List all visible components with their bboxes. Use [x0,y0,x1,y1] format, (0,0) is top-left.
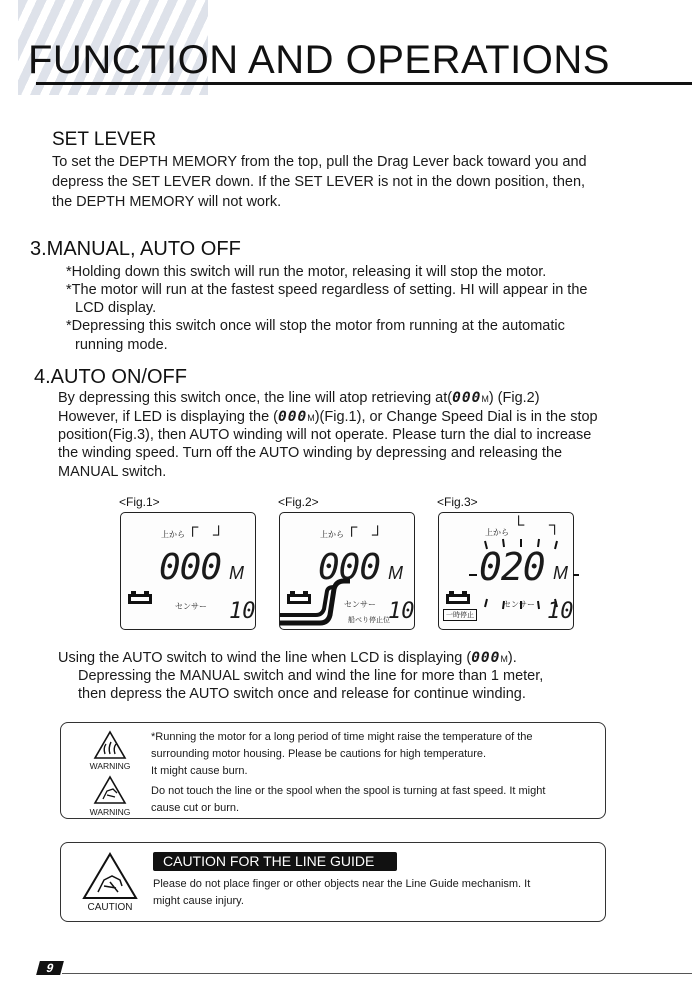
title-rule [36,82,692,85]
lcd-speed-digits: 10 [229,599,256,624]
battery-icon [445,591,471,605]
lcd-inline-digits: 000 [471,650,501,666]
caution-text-2: might cause injury. [153,895,244,907]
auto-heading: 4.AUTO ON/OFF [34,366,187,388]
auto-line-2-text-b: )(Fig.1), or Change Speed Dial is in the stop [314,409,598,425]
lcd-inline-digits: 000 [452,390,482,406]
page-title: FUNCTION AND OPERATIONS [28,38,610,82]
fig1-label: <Fig.1> [119,495,160,509]
lcd-depth-digits: 000 [159,547,222,588]
lcd-depth-digits: 000 [318,547,381,588]
auto-line-2-text-a: However, if LED is displaying the ( [58,409,279,425]
hand-injury-warning-icon [93,775,127,805]
manual-heading: 3.MANUAL, AUTO OFF [30,238,241,260]
manual-line-2: *The motor will run at the fastest speed regardless of setting. HI will appear in the [66,282,588,298]
using-line-3: then depress the AUTO switch once and release for continue winding. [78,686,526,702]
warning-caption-1: WARNING [89,761,131,771]
lcd-sensor-label: センサー [503,600,535,609]
lcd-depth-unit: M [229,563,244,583]
warning-text-2: surrounding motor housing. Please be cautions for high temperature. [151,748,487,760]
lcd-bracket-right: ┘ [372,527,384,544]
lcd-depth-digits: 020 [479,545,545,589]
caution-finger-icon [82,852,138,900]
hot-surface-warning-icon [93,730,127,760]
auto-line-4: the winding speed. Turn off the AUTO winding by depressing and releasing the [58,445,563,461]
auto-line-1-text-a: By depressing this switch once, the line will atop retrieving at( [58,390,453,406]
warning-caption-2: WARNING [89,807,131,817]
lcd-inline-unit: M [500,654,508,664]
lcd-from-top-label: 上から [161,530,185,539]
caution-title: CAUTION FOR THE LINE GUIDE [153,852,397,871]
lcd-depth-unit: M [553,563,568,583]
set-lever-line-1: To set the DEPTH MEMORY from the top, pull the Drag Lever back toward you and [52,154,587,170]
lcd-inline-digits: 000 [278,409,308,425]
set-lever-line-2: depress the SET LEVER down. If the SET LEVER is not in the down position, then, [52,174,586,190]
page-number: 9 [36,961,64,975]
lcd-bracket-right: ┐ [549,517,561,534]
set-lever-heading: SET LEVER [52,129,157,150]
lcd-display-fig1 [120,512,256,630]
auto-line-1-text-b: ) (Fig.2) [488,390,540,406]
auto-line-5: MANUAL switch. [58,464,167,480]
battery-icon [127,591,153,605]
lcd-gunwale-stop-label: 船べり停止位 [348,617,390,624]
auto-line-3: position(Fig.3), then AUTO winding will not operate. Please turn the dial to increase [58,427,592,443]
lcd-inline-unit: M [307,413,315,423]
auto-line-1 [58,388,540,409]
footer-rule [62,973,692,974]
lcd-sensor-label: センサー [175,602,207,611]
caution-text-1: Please do not place finger or other objects near the Line Guide mechanism. It [153,878,531,890]
warning-text-5: cause cut or burn. [151,802,240,814]
lcd-from-top-label: 上から [320,530,344,539]
manual-line-5: running mode. [75,337,168,353]
lcd-bracket-left: ┌ [187,519,199,536]
lcd-bracket-left: └ [513,517,525,534]
using-line-2: Depressing the MANUAL switch and wind the line for more than 1 meter, [78,668,544,684]
manual-line-3: LCD display. [75,300,157,316]
lcd-sensor-label: センサー [344,600,376,609]
lcd-from-top-label: 上から [485,528,509,537]
fig3-label: <Fig.3> [437,495,478,509]
using-line-1-text-a: Using the AUTO switch to wind the line when LCD is displaying ( [58,650,472,666]
warning-text-3: It might cause burn. [151,765,248,777]
lcd-bracket-right: ┘ [213,527,225,544]
using-line-1-text-b: ). [507,650,517,666]
fig2-label: <Fig.2> [278,495,319,509]
manual-line-4: *Depressing this switch once will stop the motor from running at the automatic [66,318,565,334]
lcd-speed-digits: 10 [388,599,415,624]
lcd-pause-label: 一時停止 [443,609,477,621]
lcd-inline-unit: M [481,394,489,404]
lcd-display-fig2 [279,512,415,630]
line-guide-graphic-icon [280,577,350,627]
lcd-display-fig3 [438,512,574,630]
lcd-speed-digits: 10 [547,599,574,624]
caution-caption: CAUTION [87,902,133,913]
manual-line-1: *Holding down this switch will run the motor, releasing it will stop the motor. [66,264,547,280]
warning-text-1: *Running the motor for a long period of time might raise the temperature of the [151,731,533,743]
lcd-depth-unit: M [388,563,403,583]
warning-text-4: Do not touch the line or the spool when the spool is turning at fast speed. It might [151,785,546,797]
lcd-bracket-left: ┌ [346,519,358,536]
set-lever-line-3: the DEPTH MEMORY will not work. [52,194,282,210]
